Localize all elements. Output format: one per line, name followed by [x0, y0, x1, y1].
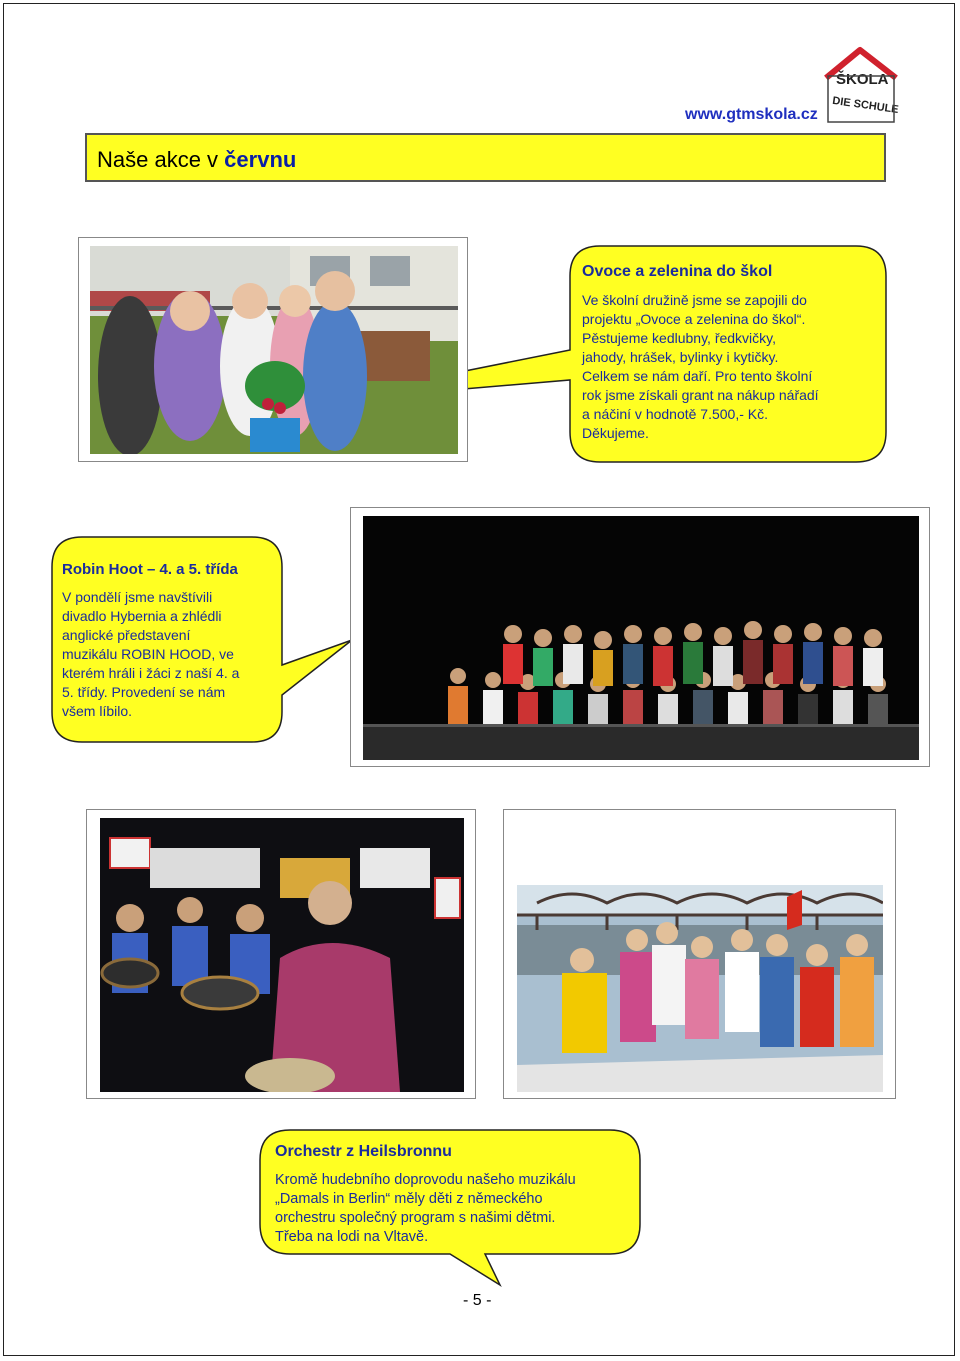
bubble-robin-line: kterém hráli i žáci z naší 4. a [62, 665, 240, 681]
stage-photo [363, 516, 919, 760]
bubble-fruit-line: rok jsme získali grant na nákup nářadí [582, 387, 819, 403]
photo-frame-garden [78, 237, 468, 462]
logo-text-bottom: DIE SCHULE [831, 94, 900, 117]
bubble-robin-line: divadlo Hybernia a zhlédli [62, 608, 222, 624]
bubble-robin-title: Robin Hoot – 4. a 5. třída [62, 561, 238, 578]
bubble-orchestra-line: Kromě hudebního doprovodu našeho muzikálu [275, 1172, 576, 1188]
bubble-robin-body [62, 588, 287, 721]
bubble-orchestra-line: „Damals in Berlin“ měly děti z německého [275, 1191, 543, 1207]
bubble-robin [62, 561, 287, 721]
bubble-fruit-line: Celkem se nám daří. Pro tento školní [582, 368, 813, 384]
bubble-fruit-line: a náčiní v hodnotě 7.500,- Kč. [582, 406, 769, 422]
bubble-orchestra-body [275, 1171, 635, 1247]
bubble-robin-line: muzikálu ROBIN HOOD, ve [62, 646, 234, 662]
bubble-robin-line: 5. třídy. Provedení se nám [62, 684, 226, 700]
bubble-fruit-line: Pěstujeme kedlubny, ředkvičky, [582, 330, 777, 346]
page-title-month: červnu [224, 147, 297, 172]
bubble-fruit-body [582, 291, 882, 443]
photo-frame-boat [503, 809, 896, 1099]
bubble-fruit [582, 263, 882, 443]
bubble-orchestra-line: orchestru společný program s našimi dětmi. [275, 1210, 556, 1226]
bubble-fruit-line: Ve školní družině jsme se zapojili do [582, 292, 807, 308]
logo-text-top: ŠKOLA [836, 71, 889, 88]
photo-frame-drums [86, 809, 476, 1099]
bubble-robin-line: anglické představení [62, 627, 191, 643]
bubble-fruit-line: Děkujeme. [582, 425, 649, 441]
bubble-orchestra-title: Orchestr z Heilsbronnu [275, 1143, 452, 1160]
bubble-robin-line: V pondělí jsme navštívili [62, 589, 213, 605]
boat-photo [517, 885, 883, 1092]
drums-photo [100, 818, 464, 1092]
bubble-fruit-line: jahody, hrášek, bylinky i kytičky. [582, 349, 779, 365]
bubble-fruit-title: Ovoce a zelenina do škol [582, 263, 773, 280]
bubble-robin-line: všem líbilo. [62, 703, 133, 719]
bubble-orchestra [275, 1143, 635, 1247]
bubble-fruit-line: projektu „Ovoce a zelenina do škol“. [582, 311, 806, 327]
garden-photo [90, 246, 458, 454]
website-url[interactable]: www.gtmskola.cz [685, 106, 818, 123]
bubble-orchestra-line: Třeba na lodi na Vltavě. [275, 1229, 429, 1245]
photo-frame-stage [350, 507, 930, 767]
page-title: Naše akce v červnu [97, 147, 297, 172]
page-number: - 5 - [463, 1292, 492, 1309]
